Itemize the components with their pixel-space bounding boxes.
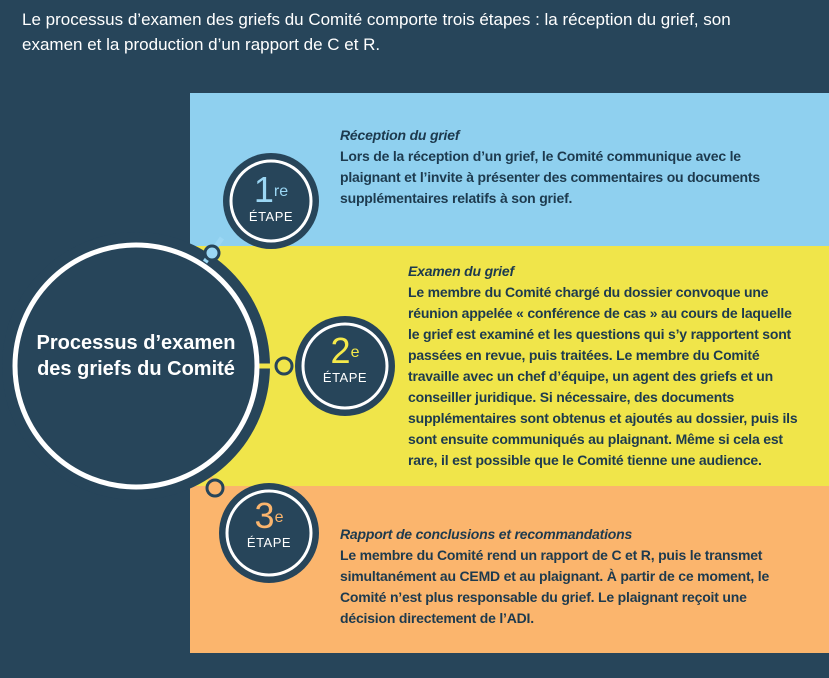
step-1-text (340, 125, 780, 209)
step-3-body: Le membre du Comité rend un rapport de C et R, puis le transmet simultanément au CEMD et au plaignant. À partir de ce moment, le Comité n’est plus responsable du grief. Le plaignant reçoit une décision directement de l’ADI. (340, 547, 770, 626)
step-2-text (408, 261, 803, 471)
step-3-heading: Rapport de conclusions et recommandations (340, 526, 633, 542)
step-1-number-wrap (229, 171, 313, 209)
step-2-number-wrap (303, 332, 387, 370)
step-1-suffix: re (273, 183, 289, 200)
step-1-body: Lors de la réception d’un grief, le Comité communique avec le plaignant et l’invite à présenter des commentaires ou documents supplémentaires relatifs à son grief. (340, 148, 760, 206)
step-3-badge (227, 497, 311, 550)
step-1-heading: Réception du grief (340, 127, 460, 143)
step-2-suffix: e (350, 344, 360, 361)
step-2-number: 2 (330, 330, 351, 371)
step-3-suffix: e (274, 509, 284, 526)
step-3-label: ÉTAPE (246, 535, 292, 550)
step-1-badge (229, 171, 313, 224)
step-2-badge (303, 332, 387, 385)
connector-dot-3 (207, 480, 223, 496)
step-2-body: Le membre du Comité chargé du dossier convoque une réunion appelée « conférence de cas » au cours de laquelle le grief est examiné et les questions qui s’y rapportent sont passées en revue, puis traitées. Le membre du Comité travaille avec un chef d’équipe, un agent des griefs et un conseiller juridique. Si nécessaire, des documents supplémentaires sont obtenus et ajoutés au dossier, puis ils sont ensuite communiqués au plaignant. Même si cela est rare, il est possible que le Comité tienne une audience. (408, 284, 798, 468)
hub-title: Processus d’examen des griefs du Comité (36, 332, 236, 380)
step-2-heading: Examen du grief (408, 263, 514, 279)
connector-dot-1 (205, 246, 219, 260)
step-1-number: 1 (253, 169, 274, 210)
step-3-number-wrap (227, 497, 311, 535)
step-1-label: ÉTAPE (248, 209, 294, 224)
step-2-label: ÉTAPE (322, 370, 368, 385)
step-3-number: 3 (254, 495, 275, 536)
step-3-text (340, 524, 800, 629)
connector-dot-2 (276, 358, 292, 374)
intro-text: Le processus d’examen des griefs du Comité comporte trois étapes : la réception du grief, son examen et la production d’un rapport de C et R. (22, 10, 731, 54)
